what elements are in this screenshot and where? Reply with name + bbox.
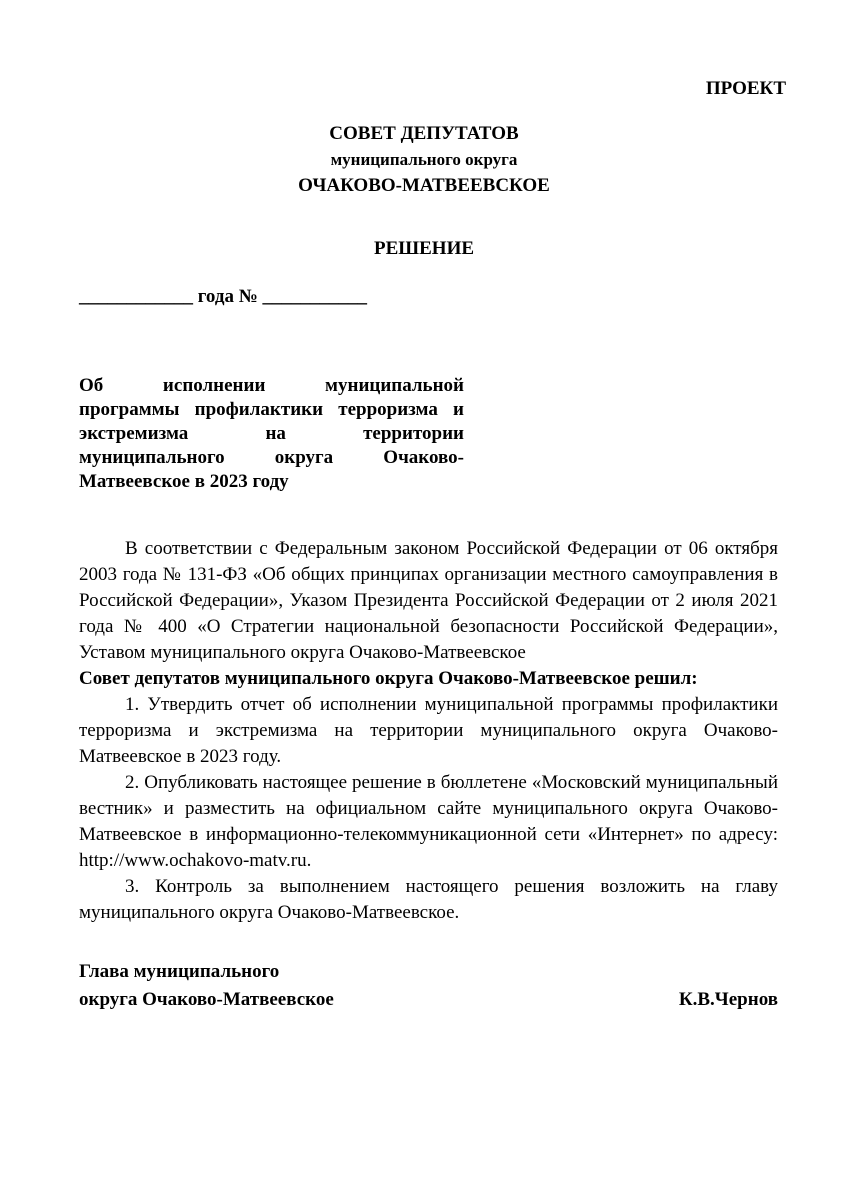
resolved-statement: Совет депутатов муниципального округа Очаково-Матвеевское решил: xyxy=(79,668,698,689)
item-3: 3. Контроль за выполнением настоящего решения возложить на главу муниципального округа Очаково-Матвеевское. xyxy=(79,876,778,923)
preamble-paragraph: В соответствии с Федеральным законом Российской Федерации от 06 октября 2003 года № 131-ФЗ «Об общих принципах организации местного самоуправления в Российской Федерации», Указом Президента Российской Федерации от 2 июля 2021 года № 400 «О Стратегии национальной безопасности Российской Федерации», Уставом муниципального округа Очаково-Матвеевское xyxy=(79,538,778,663)
issuer-header xyxy=(0,121,848,199)
subject-line-5: Матвеевское в 2023 году xyxy=(79,471,289,492)
subject-line-4: муниципального округа Очаково- xyxy=(79,447,464,468)
item-2: 2. Опубликовать настоящее решение в бюллетене «Московский муниципальный вестник» и разместить на официальном сайте муниципального округа Очаково-Матвеевское в информационно-телекоммуникационной сети «Интернет» по адресу: http://www.ochakovo-matv.ru. xyxy=(79,772,778,871)
date-number-line: ____________ года № ___________ xyxy=(79,286,368,307)
subject-line-3: экстремизма на территории xyxy=(79,423,464,444)
issuer-line-3: ОЧАКОВО-МАТВЕЕВСКОЕ xyxy=(298,175,550,196)
item-1: 1. Утвердить отчет об исполнении муниципальной программы профилактики терроризма и экстремизма на территории муниципального округа Очаково-Матвеевское в 2023 году. xyxy=(79,694,778,767)
signatory-title-line-2: округа Очаково-Матвеевское xyxy=(79,989,334,1010)
signatory-title-line-1: Глава муниципального xyxy=(79,961,280,982)
subject-line-1: Об исполнении муниципальной xyxy=(79,375,464,396)
decision-title: РЕШЕНИЕ xyxy=(373,238,475,259)
issuer-line-2: муниципального округа xyxy=(330,150,518,169)
signature-block xyxy=(79,958,778,1014)
issuer-line-1: СОВЕТ ДЕПУТАТОВ xyxy=(329,123,519,144)
decision-subject xyxy=(79,374,464,494)
signatory-name: К.В.Чернов xyxy=(678,989,778,1010)
draft-label: ПРОЕКТ xyxy=(705,78,786,99)
signature-row xyxy=(79,986,778,1014)
subject-line-2: программы профилактики терроризма и xyxy=(79,399,464,420)
decision-body xyxy=(79,536,778,926)
